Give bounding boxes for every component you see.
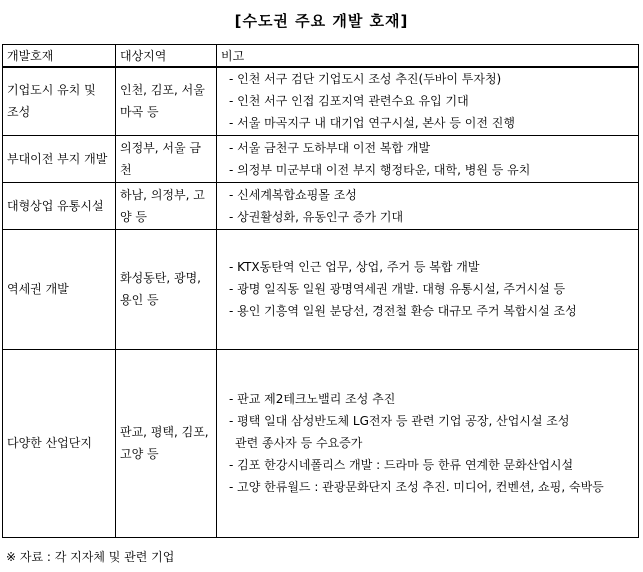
page-title: [수도권 주요 개발 호재] (234, 12, 409, 30)
note-item: - 판교 제2테크노밸리 조성 추진 (229, 392, 396, 406)
row-notes (217, 182, 639, 229)
note-item: 관련 종사자 등 수요증가 (235, 436, 363, 450)
note-item: - 신세계복합쇼핑몰 조성 (229, 187, 357, 202)
note-item: - 용인 기흥역 일원 분당선, 경전철 환승 대규모 주거 복합시설 조성 (229, 304, 577, 318)
row-region: 의정부, 서울 금천 (116, 135, 217, 182)
row-region: 판교, 평택, 김포, 고양 등 (116, 349, 217, 537)
row-notes (217, 67, 639, 135)
note-item: - 서울 금천구 도하부대 이전 복합 개발 (229, 140, 431, 155)
note-item: - 인천 서구 인접 김포지역 관련수요 유입 기대 (229, 94, 469, 109)
table-row (3, 67, 639, 135)
table-row (3, 229, 639, 349)
note-item: - KTX동탄역 인근 업무, 상업, 주거 등 복합 개발 (229, 260, 480, 274)
note-item: - 고양 한류월드 : 관광문화단지 조성 추진. 미디어, 컨벤션, 쇼핑, 숙박등 (229, 480, 604, 494)
note-item: - 김포 한강시네폴리스 개발 : 드라마 등 한류 연계한 문화산업시설 (229, 458, 574, 472)
header-region: 대상지역 (116, 45, 217, 68)
row-category: 대형상업 유통시설 (3, 182, 116, 229)
table-row (3, 182, 639, 229)
row-category: 역세권 개발 (3, 229, 116, 349)
row-region: 화성동탄, 광명, 용인 등 (116, 229, 217, 349)
table-header-row (3, 45, 639, 68)
row-notes (217, 135, 639, 182)
table-row (3, 135, 639, 182)
header-category: 개발호재 (3, 45, 116, 68)
row-notes (217, 349, 639, 537)
note-item: - 평택 일대 삼성반도체 LG전자 등 관련 기업 공장, 산업시설 조성 (229, 414, 570, 428)
source-footnote: ※ 자료 : 각 지자체 및 관련 기업 (6, 550, 175, 564)
note-item: - 서울 마곡지구 내 대기업 연구시설, 본사 등 이전 진행 (229, 116, 515, 131)
note-item: - 인천 서구 검단 기업도시 조성 추진(두바이 투자청) (229, 72, 502, 87)
note-item: - 상권활성화, 유동인구 증가 기대 (229, 209, 404, 224)
row-region: 하남, 의정부, 고양 등 (116, 182, 217, 229)
row-category: 부대이전 부지 개발 (3, 135, 116, 182)
development-table (2, 44, 639, 538)
row-category: 기업도시 유치 및 조성 (3, 67, 116, 135)
note-item: - 광명 일직동 일원 광명역세권 개발. 대형 유통시설, 주거시설 등 (229, 282, 566, 296)
row-region: 인천, 김포, 서울 마곡 등 (116, 67, 217, 135)
row-notes (217, 229, 639, 349)
header-notes: 비고 (217, 45, 639, 68)
table-row (3, 349, 639, 537)
row-category: 다양한 산업단지 (3, 349, 116, 537)
note-item: - 의정부 미군부대 이전 부지 행정타운, 대학, 병원 등 유치 (229, 162, 531, 177)
